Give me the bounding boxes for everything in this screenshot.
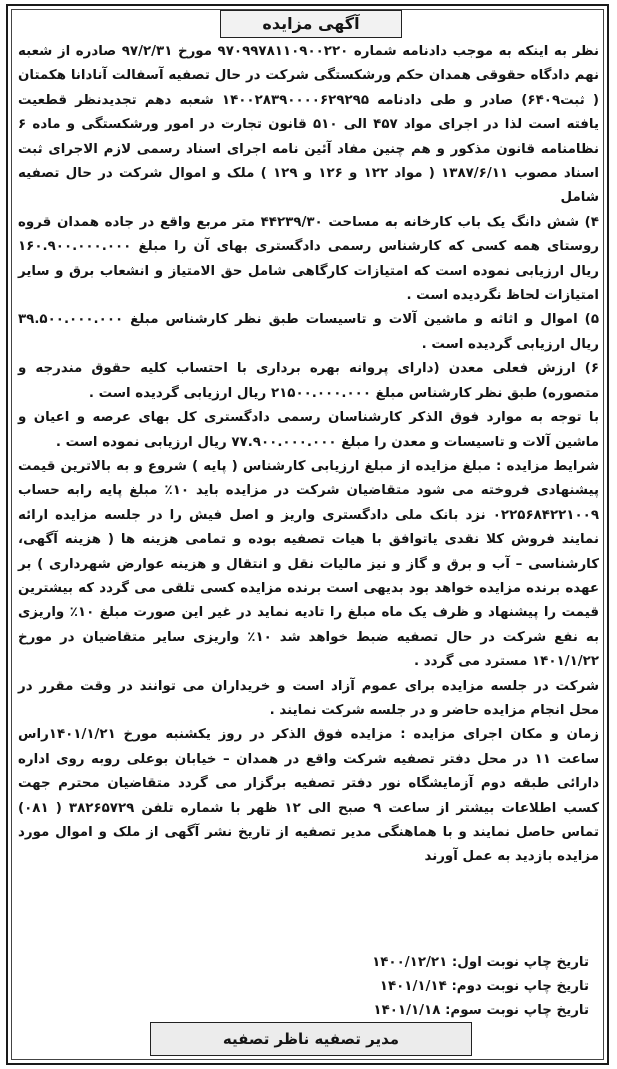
paragraph-item-4: ۴) شش دانگ یک باب کارخانه به مساحت ۴۴۲۳۹/۳۰ متر مربع واقع در جاده همدان قروه روستای همه کسی که کارشناس رسمی دادگستری بهای آن را مبلغ ۱۶۰.۹۰۰.۰۰۰.۰۰۰ ریال ارزیابی نموده است که امتیازات کارگاهی شامل حق الامتیاز و انشعاب برق و سایر امتیازات لحاظ نگردیده است .	[18, 214, 599, 304]
date-second: تاریخ چاپ نوبت دوم: ۱۴۰۱/۱/۱۴	[379, 979, 589, 995]
paragraph-conditions: شرایط مزایده : مبلغ مزایده از مبلغ ارزیابی کارشناس ( پایه ) شروع و به بالاترین قیمت پیشنهادی فروخته می شود متقاضیان شرکت در مزایده باید ۱۰٪ مبلغ پایه رابه حساب ۰۲۲۵۶۸۴۲۲۱۰۰۹ نزد بانک ملی دادگستری واریز و اصل فیش را در جلسه مزایده ارائه نمایند فروش کلا نقدی یاتوافق با هیات تصفیه بوده و تمامی هزینه ها ( هزینه آگهی، کارشناسی – آب و برق و گاز و نیز مالیات نقل و انتقال و هزینه عوارض شهرداری ) بر عهده برنده مزایده خواهد بود بدیهی است برنده مزایده کسی تلقی می گردد که بیشترین قیمت را پیشنهاد و ظرف یک ماه مبلغ را تادیه نماید در غیر این صورت مبلغ ۱۰٪ واریزی به نفع شرکت در حال تصفیه ضبط خواهد شد ۱۰٪ واریزی سایر متقاضیان در مورخ ۱۴۰۱/۱/۲۲ مسترد می گردد .	[18, 458, 600, 670]
paragraph-total: با توجه به موارد فوق الذکر کارشناسان رسمی دادگستری کل بهای عرصه و اعیان و ماشین آلات و تاسیسات و معدن را مبلغ ۷۷.۹۰۰.۰۰۰.۰۰۰ ریال ارزیابی نموده است .	[18, 410, 599, 450]
paragraph-item-5: ۵) اموال و اثاثه و ماشین آلات و تاسیسات طبق نظر کارشناس مبلغ ۳۹.۵۰۰.۰۰۰.۰۰۰ ریال ارزیابی گردیده است .	[18, 312, 599, 352]
paragraph-intro: نظر به اینکه به موجب دادنامه شماره ۹۷۰۹۹۷۸۱۱۰۹۰۰۲۲۰ مورخ ۹۷/۲/۳۱ صادره از شعبه نهم دادگاه حقوقی همدان حکم ورشکستگی شرکت در حال تصفیه آسفالت آنادانا هکمتان ( ثبت۶۴۰۹) صادر و طی دادنامه ۱۴۰۰۲۸۳۹۰۰۰۰۶۲۹۲۹۵ شعبه دهم تجدیدنظر قطعیت یافته است لذا در اجرای مواد ۴۵۷ الی ۵۱۰ قانون تجارت در امور ورشکستگی و ماده ۶ نظامنامه قانون مذکور و هم چنین مفاد آئین نامه اجرای اسناد رسمی لازم الاجرای ثبت اسناد مصوب ۱۳۸۷/۶/۱۱ ( مواد ۱۲۲ و ۱۲۶ و ۱۲۹ ) ملک و اموال شرکت در حال تصفیه شامل	[18, 44, 600, 206]
date-first: تاریخ چاپ نوبت اول: ۱۴۰۰/۱۲/۲۱	[372, 955, 589, 970]
date-third: تاریخ چاپ نوبت سوم: ۱۴۰۱/۱/۱۸	[373, 1003, 589, 1019]
notice-body	[18, 40, 599, 870]
paragraph-time-place: زمان و مکان اجرای مزایده : مزایده فوق الذکر در روز یکشنبه مورخ ۱۴۰۱/۱/۲۱راس ساعت ۱۱ در محل دفتر تصفیه شرکت واقع در همدان – خیابان بوعلی روبه روی اداره دارائی طبقه دوم آزمایشگاه نور دفتر تصفیه برگزار می گردد متقاضیان محترم جهت کسب اطلاعات بیشتر از ساعت ۹ صبح الی ۱۲ ظهر با شماره تلفن ۳۸۲۶۵۷۲۹ ( ۰۸۱) تماس حاصل نمایند و با هماهنگی مدیر تصفیه از تاریخ نشر آگهی از ملک و اموال مورد مزایده بازدید به عمل آورند	[18, 727, 599, 865]
paragraph-attendance: شرکت در جلسه مزایده برای عموم آزاد است و خریداران می توانند در وقت مقرر در محل انجام مزایده حاضر و در جلسه شرکت نمایند .	[18, 678, 599, 718]
notice-title: آگهی مزایده	[220, 10, 402, 38]
paragraph-item-6: ۶) ارزش فعلی معدن (دارای پروانه بهره برداری با احتساب کلیه حقوق مندرجه و متصوره) طبق نظر کارشناس مبلغ ۲۱۵۰۰.۰۰۰.۰۰۰ ریال ارزیابی گردیده است .	[18, 361, 599, 401]
publication-dates	[189, 951, 589, 1024]
signature-box: مدیر تصفیه ناظر تصفیه	[150, 1022, 472, 1056]
